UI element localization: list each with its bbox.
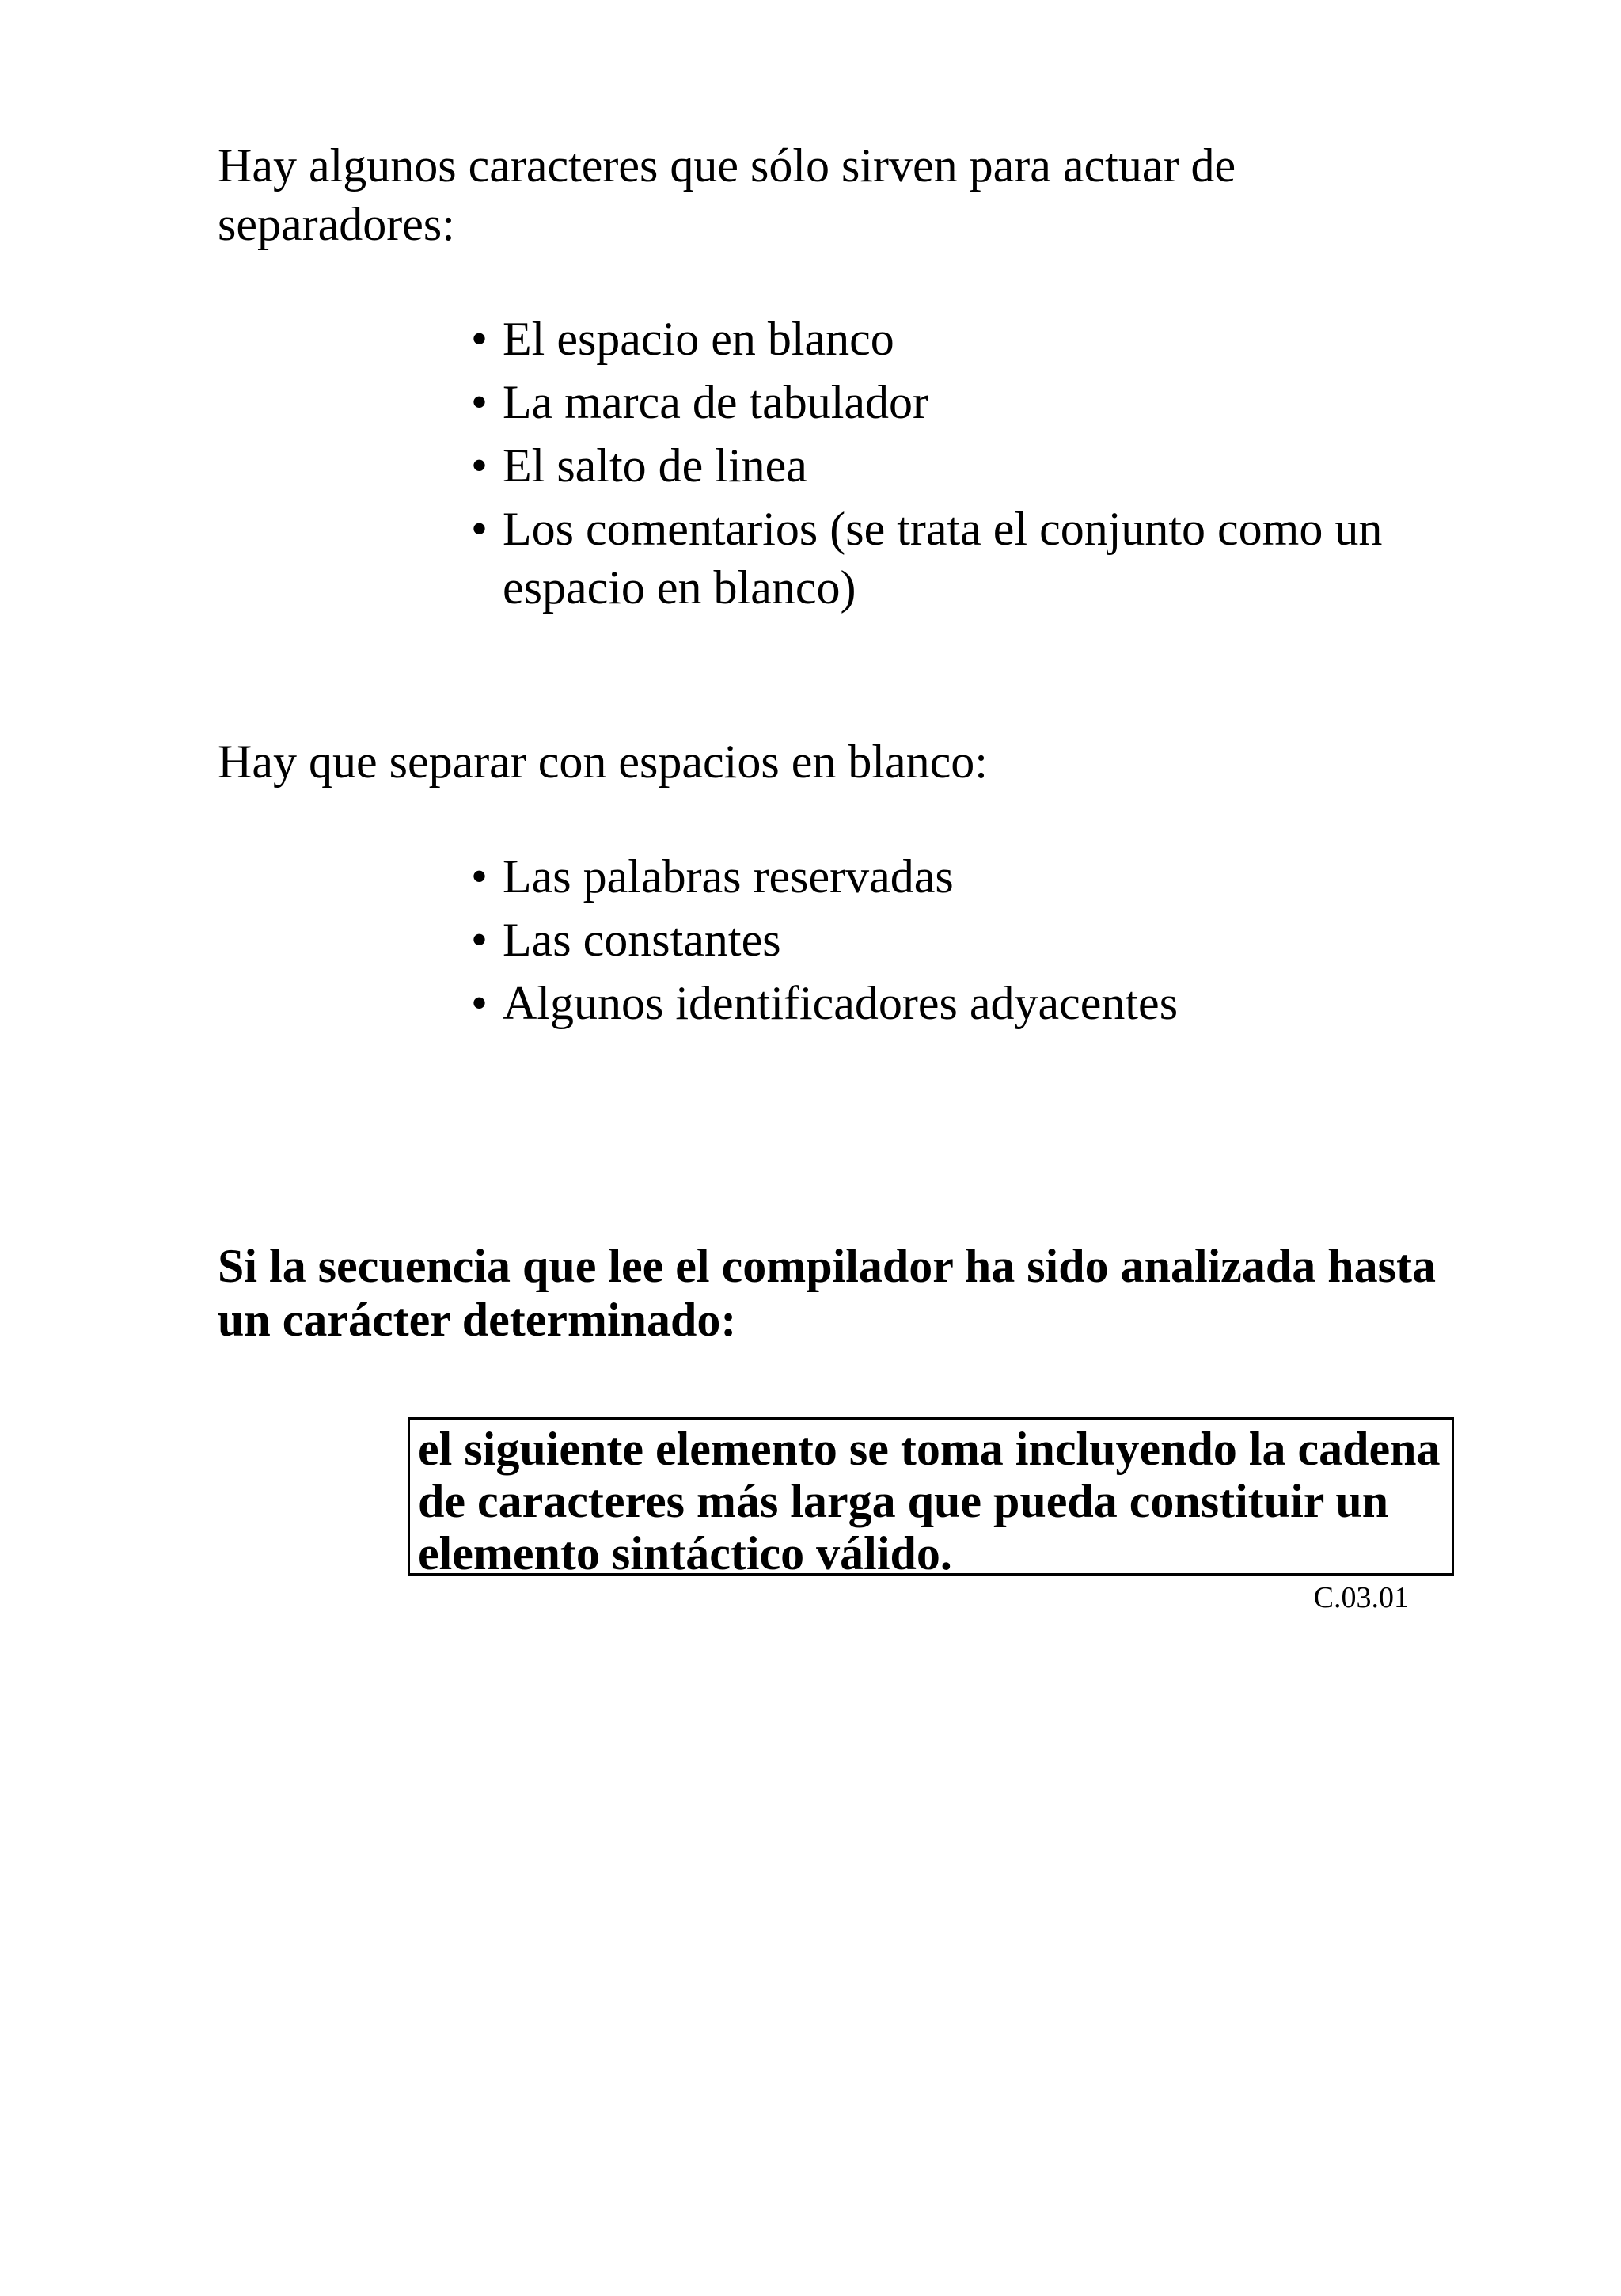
bullet-icon: • <box>471 850 488 903</box>
list-item <box>471 974 1500 1032</box>
list-item-text: El salto de linea <box>503 439 807 492</box>
separators-list <box>471 310 1500 622</box>
bullet-icon: • <box>471 914 488 966</box>
list-item-text: Las palabras reservadas <box>503 850 954 903</box>
bullet-icon: • <box>471 439 488 492</box>
list-item <box>471 847 1500 906</box>
list-item <box>471 373 1500 431</box>
bold-statement: Si la secuencia que lee el compilador ha sido analizada hasta un carácter determinado: <box>218 1240 1436 1346</box>
list-item <box>471 436 1500 495</box>
bullet-icon: • <box>471 977 488 1029</box>
list-item-text: Las constantes <box>503 914 781 966</box>
bullet-icon: • <box>471 376 488 428</box>
must-separate-list <box>471 847 1500 1037</box>
slide-code: C.03.01 <box>1313 1581 1409 1614</box>
list-item-text: Los comentarios (se trata el conjunto como un espacio en blanco) <box>503 503 1383 614</box>
bullet-icon: • <box>471 503 488 555</box>
boxed-rule: el siguiente elemento se toma incluyendo la cadena de caracteres más larga que pueda constituir un elemento sintáctico válido. <box>408 1417 1454 1576</box>
intro-paragraph-separators: Hay algunos caracteres que sólo sirven para actuar de separadores: <box>218 139 1236 250</box>
bullet-icon: • <box>471 313 488 365</box>
list-item-text: Algunos identificadores adyacentes <box>503 977 1179 1029</box>
list-item <box>471 910 1500 969</box>
list-item-text: El espacio en blanco <box>503 313 894 365</box>
intro-paragraph-whitespace: Hay que separar con espacios en blanco: <box>218 736 988 788</box>
list-item <box>471 310 1500 368</box>
list-item <box>471 500 1500 617</box>
list-item-text: La marca de tabulador <box>503 376 929 428</box>
